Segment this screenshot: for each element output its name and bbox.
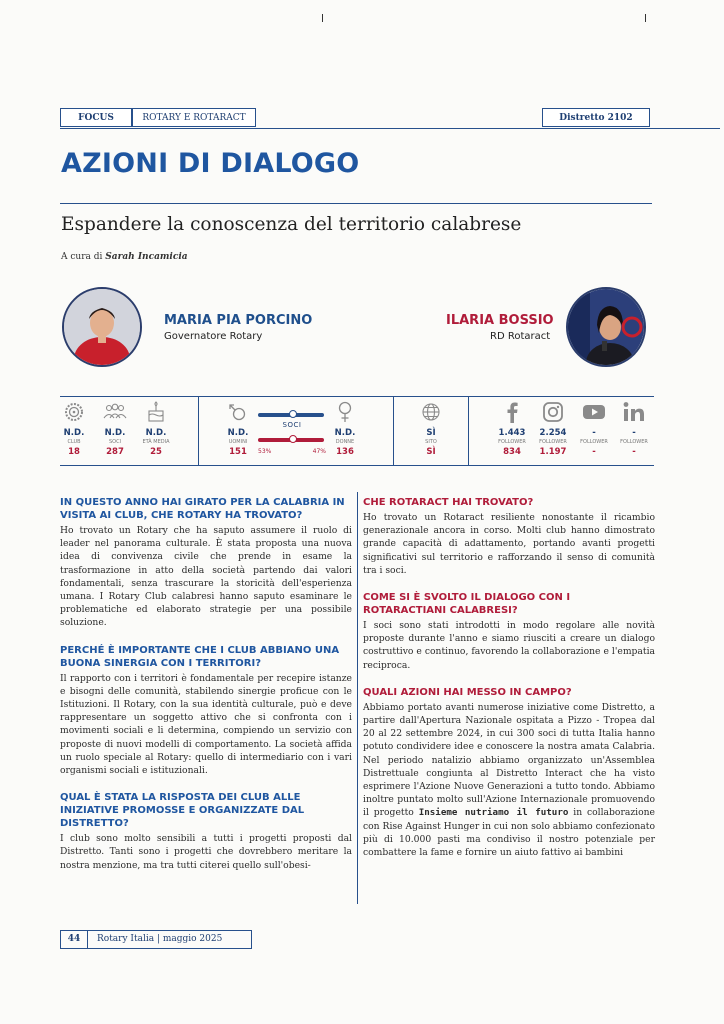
stat-instagram [531, 400, 575, 457]
youtube-icon [582, 403, 606, 421]
instagram-icon [542, 401, 564, 423]
stats-divider [468, 396, 469, 466]
globe-icon [421, 402, 441, 422]
stat-instagram-rotaract: 1.197 [539, 447, 567, 457]
stat-eta-rotaract: 25 [150, 447, 162, 457]
birthday-cake-icon [146, 401, 166, 423]
stat-donne [323, 400, 367, 457]
stat-facebook [490, 400, 534, 457]
title-rule [60, 203, 652, 204]
stat-sito-rotaract: SÌ [426, 447, 436, 457]
page-number: 44 [61, 931, 88, 948]
stat-donne-label: DONNE [335, 439, 355, 445]
stats-strip [60, 396, 654, 466]
answer-text: Il rapporto con i territori è fondamentale per recepire istanze e bisogni delle comunità, stabilendo sinergie proficue con le Istituzioni. Il Rotary, con la sua identità culturale, può e deve rappresentare un soggetto attivo che si confronta con i movimenti sociali e li determina, compiendo un servizio con proposte di nuovi modelli di comportamento. La società affida un ruolo speciale al Rotary: quello di intermediario con i vari organismi sociali e istituzionali. [60, 672, 352, 777]
answer-text [363, 701, 655, 859]
publication-info: Rotary Italia | maggio 2025 [97, 934, 223, 944]
stats-divider [393, 396, 394, 466]
stat-facebook-rotaract: 834 [503, 447, 521, 457]
portrait-woman-red-jacket [64, 289, 140, 365]
stat-facebook-label: FOLLOWER [498, 439, 526, 445]
stat-uomini-rotaract: 151 [229, 447, 247, 457]
male-icon [227, 401, 249, 423]
profile-right-role: RD Rotaract [490, 331, 551, 342]
profile-left-role: Governatore Rotary [164, 331, 263, 342]
question-heading: CHE ROTARACT HAI TROVATO? [363, 497, 534, 508]
gender-label: SOCI [282, 421, 302, 429]
gender-ratio [256, 408, 328, 460]
answer-text-part: in collaborazione con Rise Against Hunger in cui non solo abbiamo confezionato più di 10.000 pasti ma condiviso il nostro potenziale per combattere la fame e fornire un aiuto fattivo ai bambini [363, 807, 655, 859]
question-heading: QUAL È STATA LA RISPOSTA DEI CLUB ALLE INIZIATIVE PROMOSSE E ORGANIZZATE DAL DISTRETTO? [60, 792, 305, 830]
stat-soci-label: SOCI [108, 439, 122, 445]
stat-uomini [216, 400, 260, 457]
gender-knob-rotary [289, 410, 297, 418]
stat-linkedin [612, 400, 656, 457]
avatar-right [566, 287, 646, 367]
stat-donne-rotary: N.D. [334, 428, 356, 438]
project-name: Insieme nutriamo il futuro [418, 807, 569, 819]
stat-sito-rotary: SÌ [426, 428, 436, 438]
stat-club-label: CLUB [67, 439, 81, 445]
scan-mark [322, 14, 323, 22]
gender-knob-rotaract [289, 435, 297, 443]
stat-donne-rotaract: 136 [336, 447, 354, 457]
stat-linkedin-rotaract: - [632, 447, 636, 457]
linkedin-icon [622, 401, 646, 423]
question-heading: PERCHÉ È IMPORTANTE CHE I CLUB ABBIANO UNA BUONA SINERGIA CON I TERRITORI? [60, 644, 340, 669]
byline [61, 252, 188, 262]
facebook-icon [504, 401, 520, 423]
scan-mark [645, 14, 646, 22]
portrait-woman-microphone [568, 289, 644, 365]
stat-soci-rotaract: 287 [106, 447, 124, 457]
gender-pct-women: 47% [312, 448, 326, 455]
stat-youtube [572, 400, 616, 457]
answer-text: Ho trovato un Rotary che ha saputo assumere il ruolo di leader nel panorama culturale. È stata proposta una nuova idea di convivenza civile che prende in esame la trasformazione in atto della società partendo dai valori fondamentali, senza trascurare la storicità dell'esperienza umana. I Rotary Club calabresi hanno saputo esaminare le problematiche ed elaborato strategie per una possibile soluzione. [60, 525, 352, 629]
avatar-left [62, 287, 142, 367]
stats-top-rule [60, 396, 654, 397]
stat-linkedin-rotary: - [632, 428, 636, 438]
stats-divider [198, 396, 199, 466]
stat-instagram-label: FOLLOWER [539, 439, 567, 445]
stat-club-rotaract: 18 [68, 447, 80, 457]
article-title: AZIONI DI DIALOGO [61, 148, 360, 179]
stat-eta-rotary: N.D. [145, 428, 167, 438]
stat-sito-label: SITO [425, 439, 437, 445]
section-header [60, 108, 720, 130]
section-label: FOCUS [60, 108, 132, 127]
profile-left-name: MARIA PIA PORCINO [164, 313, 313, 328]
stat-soci [93, 400, 137, 457]
stats-bottom-rule [60, 465, 654, 466]
answer-text-part: Abbiamo portato avanti numerose iniziative come Distretto, a partire dall'Apertura Nazionale ospitata a Pizzo - Tropea dal 20 al 22 settembre 2024, in cui 300 soci di tutta Italia hanno potuto condividere idee e conoscere la nostra amata Calabria. Nel periodo natalizio abbiamo organizzato un'Assemblea Distrettuale congiunta al Distretto Interact che ha visto esprimere l'Azione Nuove Generazioni a tutto tondo. Abbiamo inoltre puntato molto sull'Azione Internazionale promuovendo il progetto [363, 701, 655, 819]
stat-linkedin-label: FOLLOWER [620, 439, 648, 445]
stat-club-rotary: N.D. [63, 428, 85, 438]
question-heading: COME SI È SVOLTO IL DIALOGO CON I ROTARACTIANI CALABRESI? [363, 592, 571, 617]
right-column [363, 496, 655, 859]
profile-right-name: ILARIA BOSSIO [446, 313, 554, 328]
district-label: Distretto 2102 [542, 108, 650, 127]
stat-instagram-rotary: 2.254 [539, 428, 567, 438]
answer-text: I soci sono stati introdotti in modo regolare alle novità proposte durante l'anno e siamo riusciti a creare un dialogo costruttivo e continuo, favorendo la collaborazione e l'empatia reciproca. [363, 620, 655, 671]
stat-sito [409, 400, 453, 457]
stat-club [52, 400, 96, 457]
stat-facebook-rotary: 1.443 [498, 428, 526, 438]
stat-soci-rotary: N.D. [104, 428, 126, 438]
byline-prefix: A cura di [61, 252, 103, 262]
article-subtitle: Espandere la conoscenza del territorio calabrese [61, 214, 522, 235]
stat-eta-media [134, 400, 178, 457]
gender-pct-men: 53% [258, 448, 272, 455]
stat-youtube-rotaract: - [592, 447, 596, 457]
stat-youtube-label: FOLLOWER [580, 439, 608, 445]
question-heading: IN QUESTO ANNO HAI GIRATO PER LA CALABRIA IN VISITA AI CLUB, CHE ROTARY HA TROVATO? [60, 497, 345, 521]
stat-uomini-label: UOMINI [228, 439, 248, 445]
header-rule [60, 128, 720, 129]
column-divider [357, 492, 358, 904]
rotary-wheel-icon [64, 402, 84, 422]
female-icon [335, 400, 355, 424]
byline-author: Sarah Incamicia [105, 252, 188, 262]
stat-eta-label: ETÀ MEDIA [142, 439, 170, 445]
people-icon [103, 403, 127, 421]
left-column [60, 496, 352, 872]
question-heading: QUALI AZIONI HAI MESSO IN CAMPO? [363, 686, 572, 698]
answer-text: I club sono molto sensibili a tutti i progetti proposti dal Distretto. Tanti sono i progetti che dovrebbero meritare la nostra menzione, ma tra tutti citerei quello sull'obesi- [60, 833, 352, 871]
page-footer [60, 930, 252, 949]
stat-youtube-rotary: - [592, 428, 596, 438]
answer-text: Ho trovato un Rotaract resiliente nonostante il ricambio generazionale ancora in corso. Molti club hanno dimostrato grande capacità di adattamento, portando avanti progetti significativi sul territorio e rafforzando il senso di comunità tra i soci. [363, 512, 655, 576]
stat-uomini-rotary: N.D. [227, 428, 249, 438]
category-label: ROTARY E ROTARACT [132, 108, 256, 127]
